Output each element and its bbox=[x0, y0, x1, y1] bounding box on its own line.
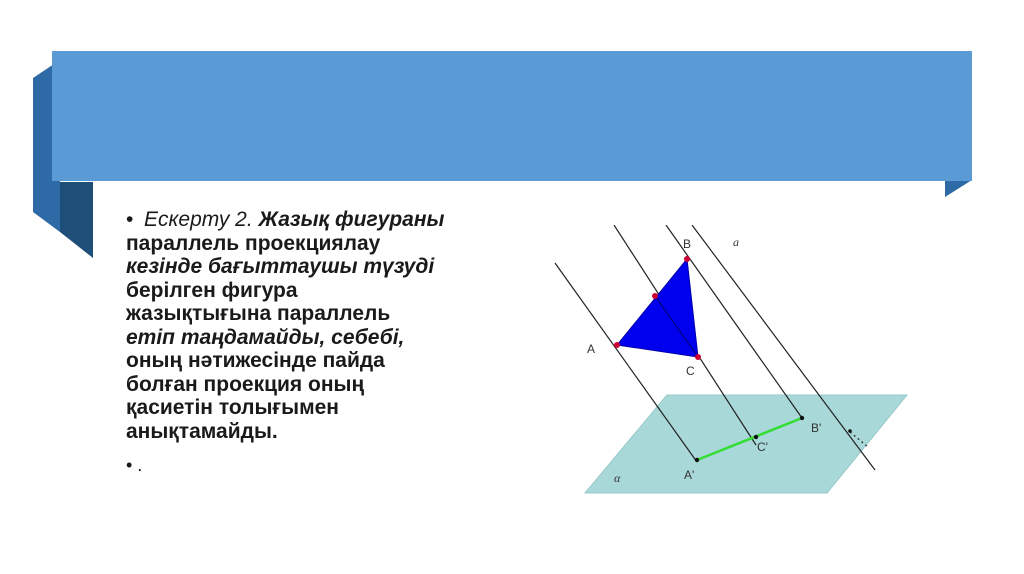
triangle-abc bbox=[617, 259, 698, 357]
note-text-line: параллель проекциялау bbox=[126, 231, 381, 255]
title-banner bbox=[52, 51, 972, 181]
note-text-line: анықтамайды. bbox=[126, 419, 278, 443]
note-text-line: оның нәтижесінде пайда bbox=[126, 349, 385, 372]
note-text-line: жазықтығына параллель bbox=[126, 302, 391, 325]
point-c-prime bbox=[754, 435, 758, 439]
bullet-dot: • bbox=[126, 208, 134, 231]
label-b-prime: B' bbox=[811, 421, 822, 435]
label-c: C bbox=[686, 364, 695, 378]
plane-alpha bbox=[585, 395, 907, 493]
label-a-prime: A' bbox=[684, 468, 695, 482]
vertex-b-point bbox=[684, 256, 690, 262]
point-a-prime bbox=[695, 458, 699, 462]
vertex-a-point bbox=[614, 342, 620, 348]
empty-bullet: • . bbox=[126, 455, 143, 475]
banner-left-tail bbox=[60, 182, 93, 258]
label-b: B bbox=[683, 237, 692, 251]
note-lead: Ескерту 2. bbox=[144, 208, 259, 231]
note-text-line: қасиетін толығымен bbox=[126, 396, 339, 419]
median-point bbox=[652, 293, 658, 299]
label-c-prime: C' bbox=[757, 440, 768, 454]
banner-right-fold bbox=[945, 180, 972, 197]
point-dash bbox=[848, 429, 852, 433]
label-line-a: a bbox=[733, 235, 739, 249]
bullet-paragraph bbox=[126, 208, 526, 443]
bullet-line-1 bbox=[126, 208, 526, 232]
note-text-line: кезінде бағыттаушы түзуді bbox=[126, 255, 435, 278]
note-text-line: етіп таңдамайды, себебі, bbox=[126, 325, 405, 349]
projection-diagram bbox=[540, 225, 910, 500]
label-alpha: α bbox=[614, 471, 621, 485]
label-a: A bbox=[587, 342, 596, 356]
note-text-line: болған проекция оның bbox=[126, 372, 365, 396]
vertex-c-point bbox=[695, 354, 701, 360]
note-text-line: Жазық фигураны bbox=[258, 208, 445, 231]
point-b-prime bbox=[800, 416, 804, 420]
note-text-line: берілген фигура bbox=[126, 278, 298, 302]
